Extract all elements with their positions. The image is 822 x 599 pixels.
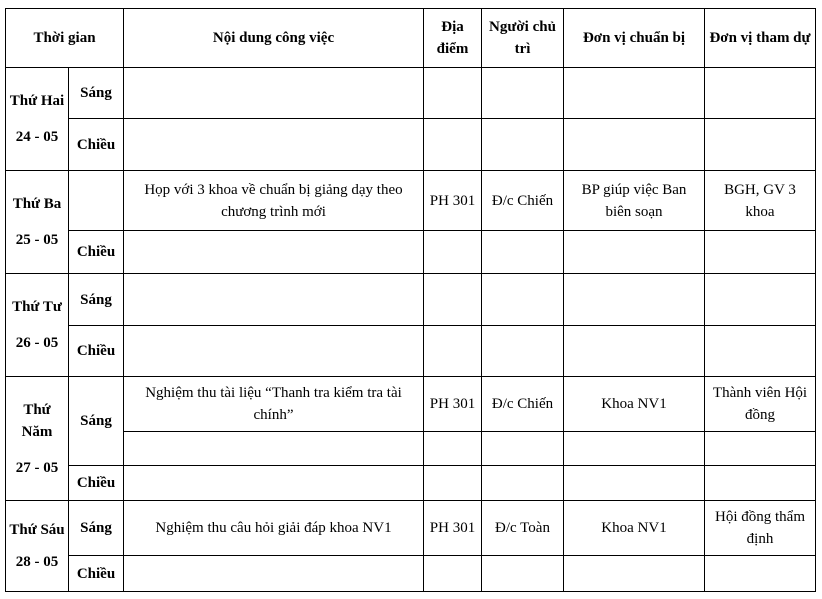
content-cell: Nghiệm thu câu hỏi giải đáp khoa NV1 [124, 501, 424, 556]
content-cell [124, 466, 424, 501]
attend-cell [705, 432, 816, 466]
table-row [6, 171, 816, 231]
day-date: 26 - 05 [15, 335, 59, 351]
day-date: 25 - 05 [15, 232, 59, 248]
header-prepare: Đơn vị chuẩn bị [564, 9, 705, 68]
attend-cell: BGH, GV 3 khoa [705, 171, 816, 231]
prepare-cell: Khoa NV1 [564, 501, 705, 556]
session-label: Sáng [69, 274, 124, 326]
prepare-cell [564, 68, 705, 119]
session-label: Chiều [69, 556, 124, 592]
attend-cell [705, 231, 816, 274]
host-cell: Đ/c Chiến [482, 377, 564, 432]
session-label: Chiều [69, 231, 124, 274]
header-location: Địa điểm [424, 9, 482, 68]
day-date: 27 - 05 [15, 459, 59, 476]
prepare-cell: Khoa NV1 [564, 377, 705, 432]
location-cell [424, 68, 482, 119]
attend-cell: Hội đồng thẩm định [705, 501, 816, 556]
day-date: 24 - 05 [15, 129, 59, 145]
header-content: Nội dung công việc [124, 9, 424, 68]
prepare-cell [564, 432, 705, 466]
session-label: Chiều [69, 119, 124, 171]
content-cell [124, 119, 424, 171]
table-row [6, 466, 816, 501]
content-cell [124, 231, 424, 274]
day-name: Thứ Năm [21, 401, 53, 440]
table-row [6, 501, 816, 556]
content-cell [124, 432, 424, 466]
attend-cell [705, 68, 816, 119]
location-cell: PH 301 [424, 377, 482, 432]
location-cell [424, 119, 482, 171]
attend-cell: Thành viên Hội đồng [705, 377, 816, 432]
day-name: Thứ Tư [12, 299, 62, 315]
prepare-cell [564, 274, 705, 326]
table-row [6, 119, 816, 171]
prepare-cell [564, 231, 705, 274]
location-cell [424, 466, 482, 501]
prepare-cell: BP giúp việc Ban biên soạn [564, 171, 705, 231]
session-label: Sáng [69, 377, 124, 466]
host-cell [482, 68, 564, 119]
attend-cell [705, 274, 816, 326]
prepare-cell [564, 466, 705, 501]
day-cell [6, 171, 69, 274]
location-cell: PH 301 [424, 501, 482, 556]
day-name: Thứ Hai [9, 93, 65, 109]
host-cell: Đ/c Toàn [482, 501, 564, 556]
prepare-cell [564, 556, 705, 592]
host-cell [482, 231, 564, 274]
host-cell [482, 466, 564, 501]
host-cell [482, 274, 564, 326]
content-cell: Nghiệm thu tài liệu “Thanh tra kiểm tra tài chính” [124, 377, 424, 432]
day-cell [6, 501, 69, 592]
prepare-cell [564, 326, 705, 377]
table-row [6, 326, 816, 377]
table-row [6, 68, 816, 119]
day-cell [6, 68, 69, 171]
header-row [6, 9, 816, 68]
content-cell [124, 326, 424, 377]
location-cell [424, 556, 482, 592]
header-time: Thời gian [6, 9, 124, 68]
table-row [6, 231, 816, 274]
prepare-cell [564, 119, 705, 171]
session-label: Sáng [69, 68, 124, 119]
work-schedule-table [5, 8, 816, 592]
host-cell: Đ/c Chiến [482, 171, 564, 231]
attend-cell [705, 556, 816, 592]
session-label: Chiều [69, 466, 124, 501]
session-label: Sáng [69, 501, 124, 556]
host-cell [482, 326, 564, 377]
attend-cell [705, 119, 816, 171]
table-row [6, 274, 816, 326]
location-cell [424, 432, 482, 466]
location-cell: PH 301 [424, 171, 482, 231]
attend-cell [705, 466, 816, 501]
day-name: Thứ Ba [12, 196, 62, 212]
session-label: Chiều [69, 326, 124, 377]
day-name: Thứ Sáu [9, 522, 65, 538]
location-cell [424, 326, 482, 377]
header-attend: Đơn vị tham dự [705, 9, 816, 68]
host-cell [482, 119, 564, 171]
content-cell [124, 556, 424, 592]
day-cell [6, 274, 69, 377]
table-row [6, 432, 816, 466]
table-row [6, 556, 816, 592]
day-cell [6, 377, 69, 501]
session-label [69, 171, 124, 231]
day-date: 28 - 05 [15, 554, 59, 570]
header-host: Người chủ trì [482, 9, 564, 68]
attend-cell [705, 326, 816, 377]
host-cell [482, 432, 564, 466]
host-cell [482, 556, 564, 592]
location-cell [424, 231, 482, 274]
content-cell [124, 68, 424, 119]
content-cell: Họp với 3 khoa về chuẩn bị giảng dạy theo chương trình mới [124, 171, 424, 231]
content-cell [124, 274, 424, 326]
location-cell [424, 274, 482, 326]
table-row [6, 377, 816, 432]
